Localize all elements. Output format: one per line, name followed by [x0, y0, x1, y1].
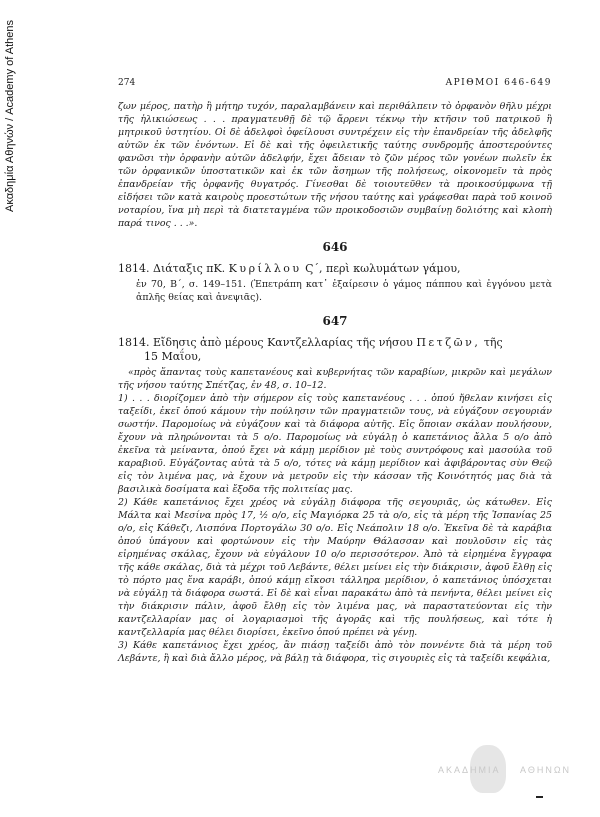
watermark-text-left: ΑΚΑΔΗΜΙΑ [438, 765, 501, 775]
entry-646-year: 1814. [118, 262, 150, 275]
entry-647-head-b: τῆς [483, 336, 503, 349]
entry-647-paragraph-1: 1) . . . διορίζομεν ἀπὸ τὴν σήμερον εἰς τοὺς καπετανέους . . . ὁπού ἤθελαν κινήσει εἰς ταξείδι, ἐκεῖ ὁπού κάμουν τὴν πούλησιν τῶν πραγματειῶν τους, νὰ εὐγάζουν σεγουριάν σωστήν. Παρομοίως νὰ εὐγάζουν καὶ τὰ διάφορα αὐτῆς. Εἰς ὅποιαν σκάλαν πουλήσουν, ἔχουν νὰ πληρώνονται τὰ 5 ο/ο. Παρομοίως νὰ εὐγάλῃ ὁ καπετάνιος ἄλλα 5 ο/ο ἀπὸ ἐκεῖνα τὰ μείναντα, ὁπού ἔχει νὰ κάμῃ μερίδιον μὲ τοὺς συντρόφους καὶ μασούλα τοῦ καραβιοῦ. Εὐγάζοντας αὐτὰ τὰ 5 ο/ο, τότες νὰ κάμῃ μερίδιον καὶ ἀφιβάροντας σὺν Θεῷ εἰς τὸν λιμένα μας, νὰ ἔχουν νὰ μετροῦν εἰς τὴν κάσσαν τῆς Κοινότητός μας διὰ τὰ βασιλικὰ δοσίματα καὶ ἔξοδα τῆς πολιτείας μας. [118, 393, 552, 495]
running-title: ΑΡΙΘΜΟΙ 646-649 [445, 78, 552, 88]
entry-646-heading [118, 262, 552, 276]
page-number: 274 [118, 78, 136, 88]
entry-646-head-a: Διάταξις πΚ. [153, 262, 226, 275]
entry-647-head-a: Εἴδησις ἀπὸ μέρους Καντζελλαρίας τῆς νήσου [153, 336, 413, 349]
entry-647-paragraph-3: 3) Κάθε καπετάνιος ἔχει χρέος, ἂν πιάσῃ ταξείδι ἀπὸ τὸν ποννέντε διὰ τὰ μέρη τοῦ Λεβάντε, ἢ καὶ διὰ ἄλλο μέρος, νὰ βάλῃ τὰ διάφορα, τὶς σιγουριὲς εἰς τὰ ταξείδι κεφάλια, [118, 640, 552, 664]
page-header [118, 78, 552, 88]
page-mark [536, 796, 543, 798]
entry-number-647: 647 [322, 314, 348, 328]
archive-sidebar-label: Ακαδημία Αθηνών / Academy of Athens [4, 20, 16, 213]
watermark-text-right: ΑΘΗΝΩΝ [520, 765, 572, 775]
entry-646-name: Κυρίλλου [228, 262, 302, 275]
continuation-paragraph: ζων μέρος, πατὴρ ἢ μήτηρ τυχόν, παραλαμβάνειν καὶ περιθάλπειν τὸ ὀρφανὸν θῆλυ μέχρι τῆς ἡλικιώσεως . . . πραγματευθῇ δὲ τῷ ἄρρενι τέκνῳ τὴν κτῆσιν τοῦ πατρικοῦ ἢ μητρικοῦ ὑστητίου. Οἱ δὲ ἀδελφοὶ ὀφείλουσι συντρέχειν εἰς τὴν ἐπανδρείαν τῆς ἀδελφῆς αὐτῶν ἐκ τῶν ἐνόντων. Εἰ δὲ καὶ τῆς ὀφειλετικῆς ταύτης συνδρομῆς ἀποστερούντες φανῶσι τὴν ὀρφανὴν αὐτῶν ἀδελφήν, ἔχει ἄδειαν τὸ ζῶν μέρος τῶν γονέων πωλεῖν ἐκ τῶν ὀρφανικῶν ὑποστατικῶν καὶ ἐκ τῶν ἄσημων τῆς πολήσεως, οἰκονομεῖν τὰ πρὸς ἐπανδρείαν τῆς ὀρφανῆς θυγατρός. Γίνεσθαι δὲ τοιουτεῦθεν τὰ προικοσύμφωνα τῇ εἰδήσει τῶν κατὰ καιροὺς προεστώτων τῆς νήσου ταύτης καὶ γράφεσθαι παρὰ τοῦ κοινοῦ νοταρίου, ἵνα μὴ περὶ τὰ διατεταγμένα τῶν προικοδοσιῶν συμβαίνῃ δολιότης καὶ κλοπὴ παρά τινος . . .». [118, 101, 552, 229]
entry-646-head-b: Ϛ΄, περὶ κωλυμάτων γάμου, [305, 262, 461, 275]
entry-647-paragraph-2: 2) Κάθε καπετάνιος ἔχει χρέος νὰ εὐγάλῃ διάφορα τῆς σεγουριᾶς, ὡς κάτωθεν. Εἰς Μάλτα καὶ Μεσίνα πρὸς 17, ½ ο/ο, εἰς Μαγιόρκα 25 τὰ ο/ο, εἰς τὰ μέρη τῆς Ἰσπανίας 25 ο/ο, εἰς Κάθεζι, Λισπόνα Πορτογάλω 30 ο/ο. Εἰς Νεάπολιν 18 ο/ο. Ἐκεῖνα δὲ τὰ καράβια ὁπού ὑπάγουν καὶ φορτώνουν εἰς τὴν Μαύρην Θάλασσαν καὶ πουλοῦσιν εἰς τὰς εἰρημένας σκάλας, ἔχουν νὰ εὐγάλουν 10 ο/ο περισσότερον. Ἀπὸ τὰ εἰρημένα ἔγγραφα τῆς κάθε σκάλας, διὰ τὰ μέχρι τοῦ Λεβάντε, θέλει μείνει εἰς τὴν διάκρισιν, ἀφοῦ ἔλθῃ εἰς τὸ πόρτο μας ἕνα καράβι, ὁπού κάμῃ εἴκοσι τάλληρα μερίδιον, ὁ καπετάνιος ὑπόσχεται νὰ εὐγάλῃ τὰ διάφορα σωστά. Εἰ δὲ καὶ εἶναι παρακάτω ἀπὸ τὰ πενήντα, θέλει μείνει εἰς τὴν διάκρισιν πάλιν, ἀφοῦ ἔλθῃ εἰς τὸν λιμένα μας, νὰ παραστατεύονται εἰς τὴν καντζελλαρίαν μας οἱ λογαριασμοὶ τῆς ἀγορᾶς καὶ τῆς πουλήσεως, καὶ τότε ἡ καντζελλαρία μας θέλει διορίσει, ἐκεῖνο ὁπού πρέπει νὰ γένῃ. [118, 497, 552, 638]
academy-watermark-logo [438, 745, 578, 795]
entry-647-year: 1814. [118, 336, 150, 349]
entry-647-place: Πετζῶν, [416, 336, 481, 349]
entry-number-646: 646 [322, 240, 348, 254]
entry-647-date: 15 Μαΐου, [144, 350, 202, 363]
entry-646-source: ἐν 70, Β΄, σ. 149–151. (Ἐπετράπη κατ᾿ ἐξαίρεσιν ὁ γάμος πάππου καὶ ἐγγόνου μετὰ ἀπλῆς θείας καὶ ἀνεψιᾶς). [136, 279, 552, 303]
document-page [118, 78, 552, 665]
entry-647-heading [118, 336, 552, 364]
entry-647-address: «πρὸς ἅπαντας τοὺς καπετανέους καὶ κυβερνήτας τῶν καραβίων, μικρῶν καὶ μεγάλων τῆς νήσου ταύτης Σπέτζας, ἐν 48, σ. 10–12. [118, 367, 552, 391]
